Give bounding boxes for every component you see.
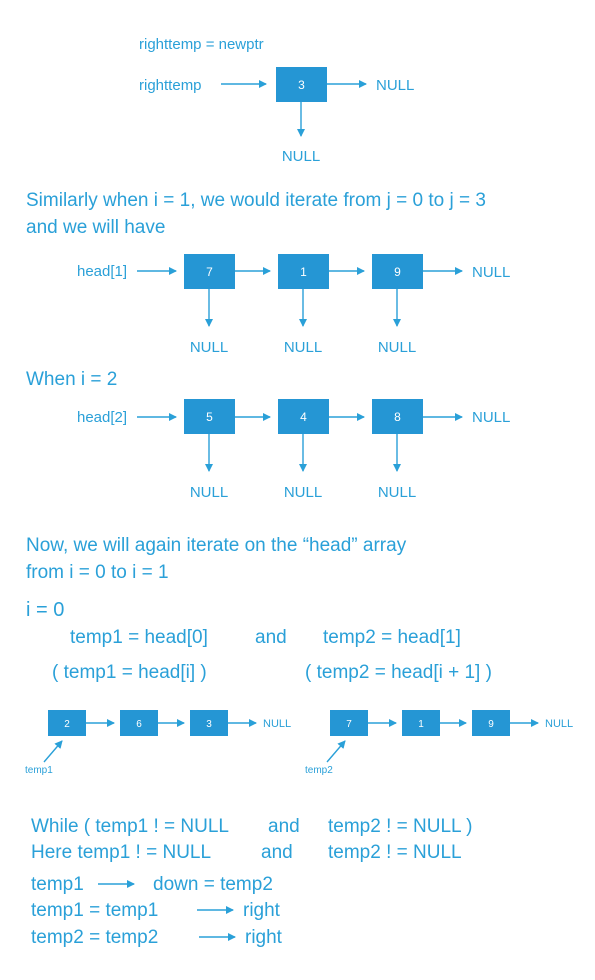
- null-label: NULL: [545, 718, 574, 730]
- code-line: temp1 = temp1: [31, 900, 159, 921]
- node-value: 7: [206, 265, 213, 279]
- righttemp-assign-text: righttemp = newptr: [139, 36, 264, 53]
- code-line: temp1: [31, 874, 84, 895]
- and-text: and: [255, 627, 287, 648]
- null-label: NULL: [377, 339, 417, 356]
- null-label: NULL: [472, 409, 511, 426]
- and-text: and: [268, 816, 300, 837]
- null-label: NULL: [281, 148, 321, 165]
- node-value: 3: [298, 78, 305, 92]
- code-line: right: [245, 927, 282, 948]
- node-value: 6: [136, 719, 142, 730]
- node-value: 2: [64, 719, 70, 730]
- null-label: NULL: [189, 484, 229, 501]
- temp1-assign-text: temp1 = head[0]: [70, 627, 208, 648]
- node-value: 4: [300, 410, 307, 424]
- null-label: NULL: [376, 77, 415, 94]
- i-equals-text: i = 0: [26, 599, 65, 621]
- node-value: 9: [394, 265, 401, 279]
- head1-label: head[1]: [77, 263, 128, 280]
- code-line: down = temp2: [153, 874, 273, 895]
- node-value: 5: [206, 410, 213, 424]
- null-label: NULL: [283, 339, 323, 356]
- temp2-paren-text: ( temp2 = head[i + 1] ): [305, 662, 492, 683]
- here-text: Here temp1 ! = NULL: [31, 842, 212, 863]
- temp1-paren-text: ( temp1 = head[i] ): [52, 662, 207, 683]
- explanation-line: When i = 2: [26, 369, 118, 390]
- null-label: NULL: [189, 339, 229, 356]
- head2-label: head[2]: [77, 409, 128, 426]
- node-value: 1: [300, 265, 307, 279]
- node-value: 7: [346, 719, 352, 730]
- explanation-line: Similarly when i = 1, we would iterate from j = 0 to j = 3: [26, 190, 486, 211]
- while-text: temp2 ! = NULL ): [328, 816, 473, 837]
- null-label: NULL: [377, 484, 417, 501]
- node-value: 8: [394, 410, 401, 424]
- temp2-label: temp2: [305, 765, 333, 776]
- explanation-line: from i = 0 to i = 1: [26, 562, 169, 583]
- explanation-line: Now, we will again iterate on the “head” array: [26, 535, 407, 556]
- code-line: right: [243, 900, 280, 921]
- code-line: temp2 = temp2: [31, 927, 159, 948]
- while-text: While ( temp1 ! = NULL: [31, 816, 229, 837]
- here-text: temp2 ! = NULL: [328, 842, 462, 863]
- null-label: NULL: [263, 718, 292, 730]
- node-value: 9: [488, 719, 494, 730]
- temp1-arrow: [44, 741, 62, 762]
- node-value: 1: [418, 719, 424, 730]
- temp1-label: temp1: [25, 765, 53, 776]
- explanation-line: and we will have: [26, 217, 166, 238]
- righttemp-label: righttemp: [139, 77, 202, 94]
- null-label: NULL: [472, 264, 511, 281]
- node-value: 3: [206, 719, 212, 730]
- temp2-arrow: [327, 741, 345, 762]
- and-text: and: [261, 842, 293, 863]
- null-label: NULL: [283, 484, 323, 501]
- temp2-assign-text: temp2 = head[1]: [323, 627, 461, 648]
